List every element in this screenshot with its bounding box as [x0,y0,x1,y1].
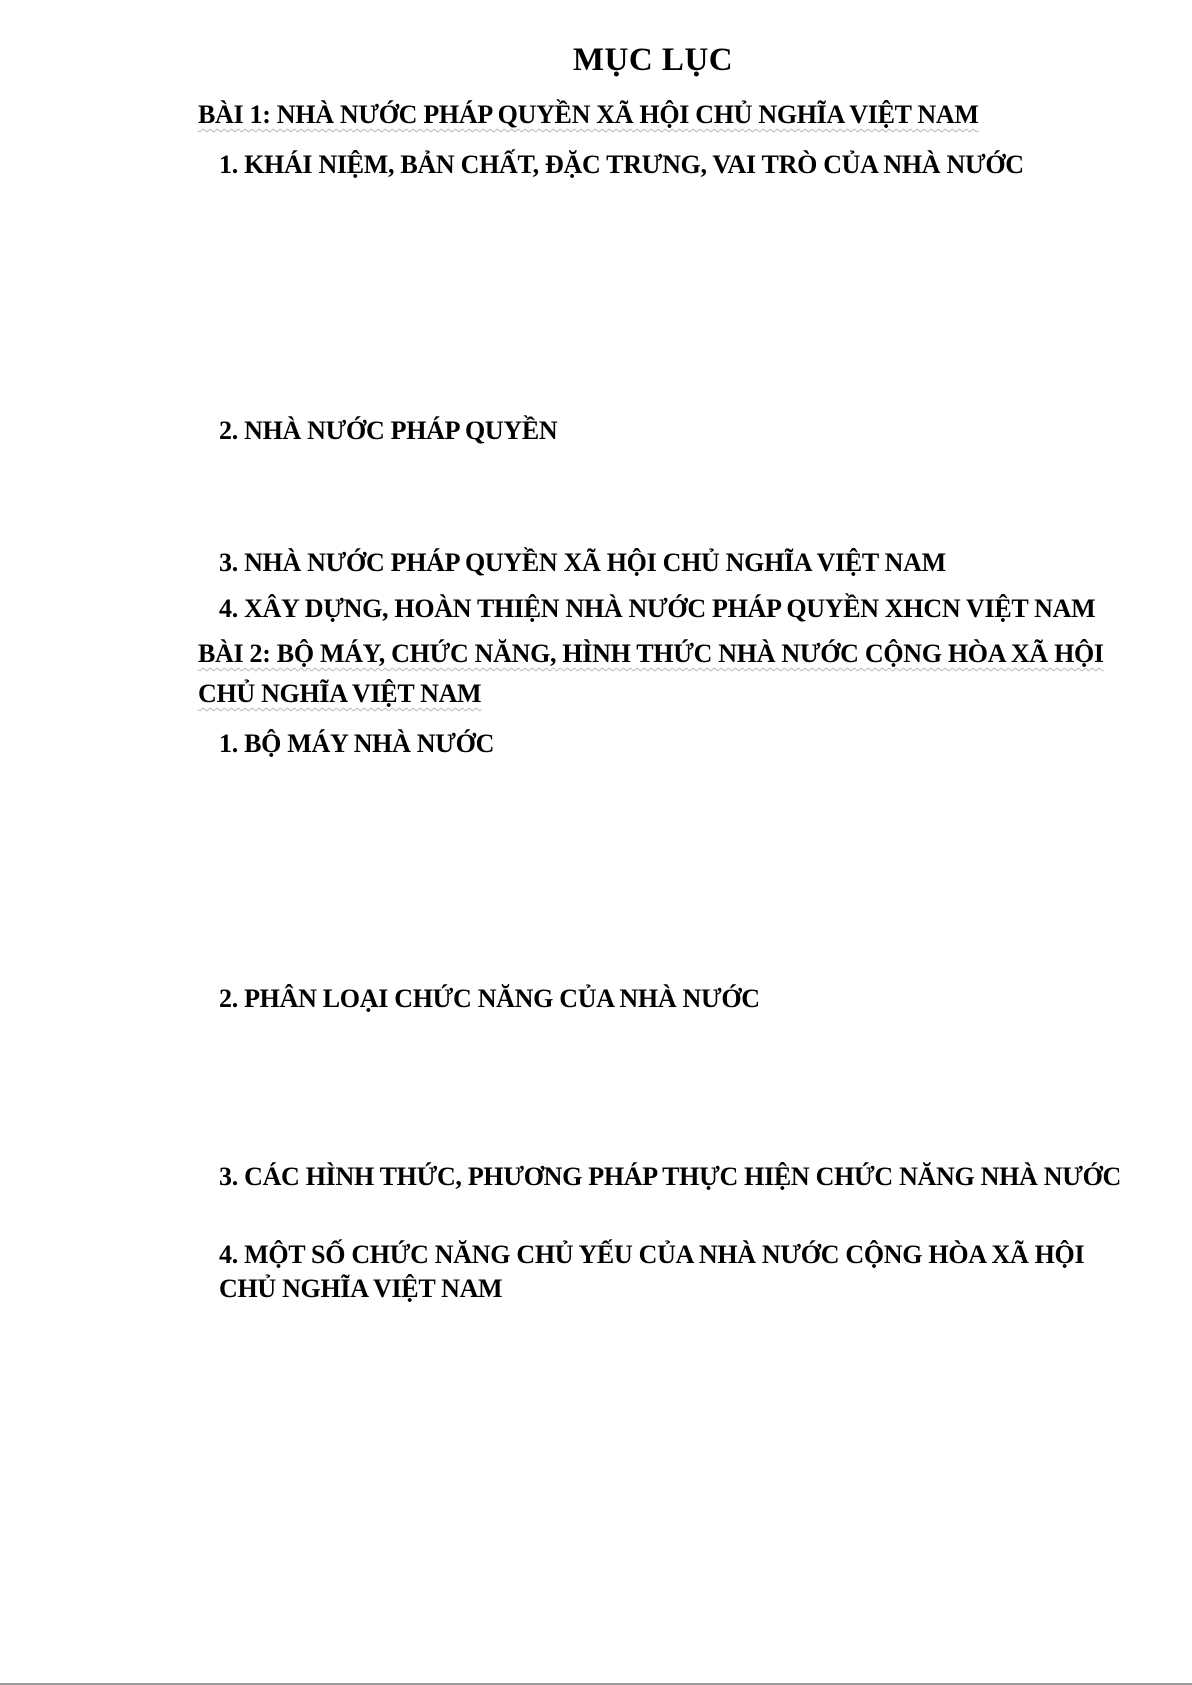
toc-lesson-1-section-2[interactable]: 2. NHÀ NƯỚC PHÁP QUYỀN [219,416,558,445]
toc-lesson-2-heading-continued[interactable]: CHỦ NGHĨA VIỆT NAM [198,679,482,708]
page-title: MỤC LỤC [572,42,734,78]
toc-lesson-2-section-4[interactable]: 4. MỘT SỐ CHỨC NĂNG CHỦ YẾU CỦA NHÀ NƯỚC CỘNG HÒA XÃ HỘI [219,1240,1085,1269]
toc-lesson-2-heading[interactable]: BÀI 2: BỘ MÁY, CHỨC NĂNG, HÌNH THỨC NHÀ NƯỚC CỘNG HÒA XÃ HỘI [198,639,1104,668]
toc-lesson-1-section-4[interactable]: 4. XÂY DỰNG, HOÀN THIỆN NHÀ NƯỚC PHÁP QUYỀN XHCN VIỆT NAM [219,594,1096,623]
toc-lesson-1-section-3[interactable]: 3. NHÀ NƯỚC PHÁP QUYỀN XÃ HỘI CHỦ NGHĨA VIỆT NAM [219,548,946,577]
toc-lesson-1-section-1[interactable]: 1. KHÁI NIỆM, BẢN CHẤT, ĐẶC TRƯNG, VAI TRÒ CỦA NHÀ NƯỚC [219,150,1024,179]
toc-lesson-2-section-3[interactable]: 3. CÁC HÌNH THỨC, PHƯƠNG PHÁP THỰC HIỆN CHỨC NĂNG NHÀ NƯỚC [219,1162,1121,1191]
toc-lesson-1-heading[interactable]: BÀI 1: NHÀ NƯỚC PHÁP QUYỀN XÃ HỘI CHỦ NGHĨA VIỆT NAM [198,100,979,129]
toc-lesson-2-section-2[interactable]: 2. PHÂN LOẠI CHỨC NĂNG CỦA NHÀ NƯỚC [219,984,760,1013]
toc-lesson-2-section-4-continued[interactable]: CHỦ NGHĨA VIỆT NAM [219,1274,503,1303]
toc-lesson-2-section-1[interactable]: 1. BỘ MÁY NHÀ NƯỚC [219,729,495,758]
